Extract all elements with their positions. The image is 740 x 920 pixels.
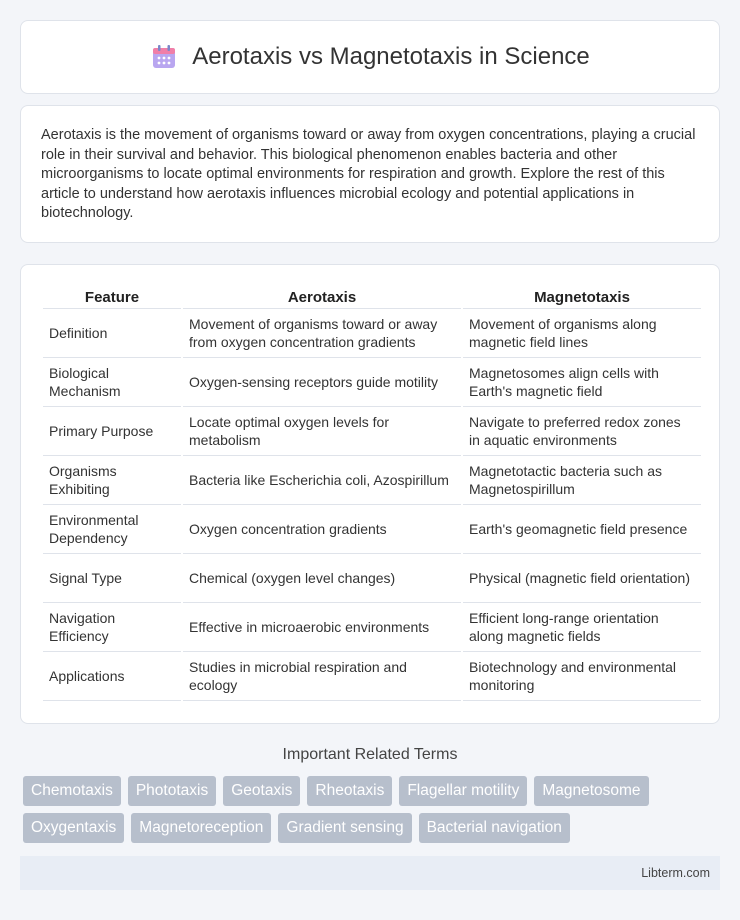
intro-card bbox=[20, 105, 720, 243]
feature-cell: Applications bbox=[43, 652, 181, 701]
intro-paragraph: Aerotaxis is the movement of organisms toward or away from oxygen concentrations, playing a crucial role in their survival and behavior. This biological phenomenon enables bacteria and other microorganisms to locate optimal environments for respiration and growth. Explore the rest of this article to understand how aerotaxis influences microbial ecology and potential applications in biotechnology. bbox=[41, 127, 696, 221]
tag-phototaxis[interactable]: Phototaxis bbox=[128, 776, 216, 806]
tag-rheotaxis[interactable]: Rheotaxis bbox=[307, 776, 392, 806]
column-header: Feature bbox=[43, 285, 181, 309]
aerotaxis-cell: Bacteria like Escherichia coli, Azospirillum bbox=[183, 456, 461, 505]
aerotaxis-cell: Oxygen-sensing receptors guide motility bbox=[183, 358, 461, 407]
magnetotaxis-cell: Efficient long-range orientation along magnetic fields bbox=[463, 603, 701, 652]
table-row bbox=[43, 309, 701, 358]
feature-cell: Navigation Efficiency bbox=[43, 603, 181, 652]
tag-magnetosome[interactable]: Magnetosome bbox=[534, 776, 648, 806]
footer-link[interactable]: Libterm.com bbox=[641, 866, 710, 880]
magnetotaxis-cell: Movement of organisms along magnetic field lines bbox=[463, 309, 701, 358]
aerotaxis-cell: Locate optimal oxygen levels for metabolism bbox=[183, 407, 461, 456]
tag-flagellar-motility[interactable]: Flagellar motility bbox=[399, 776, 527, 806]
feature-cell: Organisms Exhibiting bbox=[43, 456, 181, 505]
tag-chemotaxis[interactable]: Chemotaxis bbox=[23, 776, 121, 806]
table-row bbox=[43, 652, 701, 701]
tag-bacterial-navigation[interactable]: Bacterial navigation bbox=[419, 813, 570, 843]
comparison-table bbox=[41, 285, 703, 701]
tag-magnetoreception[interactable]: Magnetoreception bbox=[131, 813, 271, 843]
column-header: Aerotaxis bbox=[183, 285, 461, 309]
aerotaxis-cell: Oxygen concentration gradients bbox=[183, 505, 461, 554]
feature-cell: Environmental Dependency bbox=[43, 505, 181, 554]
title-card bbox=[20, 20, 720, 94]
footer bbox=[20, 856, 720, 890]
feature-cell: Signal Type bbox=[43, 554, 181, 603]
aerotaxis-cell: Chemical (oxygen level changes) bbox=[183, 554, 461, 603]
aerotaxis-cell: Movement of organisms toward or away from oxygen concentration gradients bbox=[183, 309, 461, 358]
table-row bbox=[43, 358, 701, 407]
related-terms-list bbox=[20, 776, 720, 843]
tag-oxygentaxis[interactable]: Oxygentaxis bbox=[23, 813, 124, 843]
tag-geotaxis[interactable]: Geotaxis bbox=[223, 776, 300, 806]
magnetotaxis-cell: Magnetotactic bacteria such as Magnetospirillum bbox=[463, 456, 701, 505]
table-row bbox=[43, 505, 701, 554]
feature-cell: Primary Purpose bbox=[43, 407, 181, 456]
magnetotaxis-cell: Biotechnology and environmental monitoring bbox=[463, 652, 701, 701]
table-row bbox=[43, 407, 701, 456]
magnetotaxis-cell: Physical (magnetic field orientation) bbox=[463, 554, 701, 603]
aerotaxis-cell: Studies in microbial respiration and ecology bbox=[183, 652, 461, 701]
aerotaxis-cell: Effective in microaerobic environments bbox=[183, 603, 461, 652]
column-header: Magnetotaxis bbox=[463, 285, 701, 309]
feature-cell: Definition bbox=[43, 309, 181, 358]
magnetotaxis-cell: Magnetosomes align cells with Earth's magnetic field bbox=[463, 358, 701, 407]
table-row bbox=[43, 456, 701, 505]
magnetotaxis-cell: Earth's geomagnetic field presence bbox=[463, 505, 701, 554]
tag-gradient-sensing[interactable]: Gradient sensing bbox=[278, 813, 411, 843]
table-row bbox=[43, 554, 701, 603]
calendar-icon bbox=[150, 43, 178, 71]
related-terms-title: Important Related Terms bbox=[282, 746, 458, 763]
comparison-table-card bbox=[20, 264, 720, 724]
feature-cell: Biological Mechanism bbox=[43, 358, 181, 407]
table-header-row bbox=[43, 285, 701, 309]
magnetotaxis-cell: Navigate to preferred redox zones in aquatic environments bbox=[463, 407, 701, 456]
table-row bbox=[43, 603, 701, 652]
page-title: Aerotaxis vs Magnetotaxis in Science bbox=[192, 43, 590, 70]
